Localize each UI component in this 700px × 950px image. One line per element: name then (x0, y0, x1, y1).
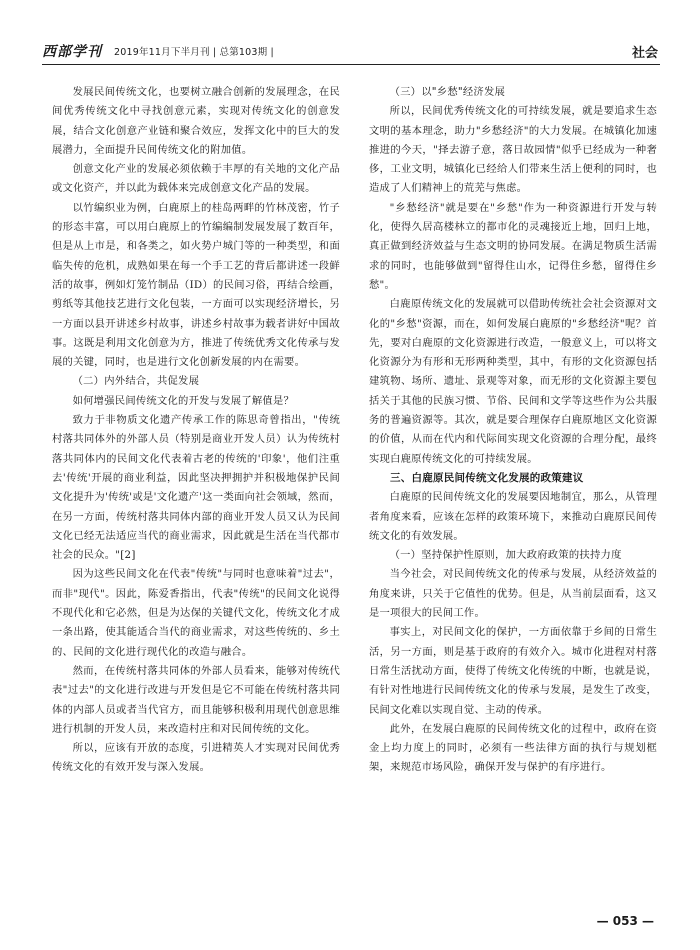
paragraph: 所以，应该有开放的态度，引进精英人才实现对民间优秀传统文化的有效开发与深入发展。 (52, 742, 340, 774)
paragraph: 事实上，对民间文化的保护，一方面依靠于乡间的日常生活，另一方面，则是基于政府的有效介入。城市化进程对村落日常生活扰动方面，使得了传统文化传统的中断，也就是说，有针对性地进行民间传统文化的传承与发展，是发生了改变，民间文化难以实现自觉、主动的传承。 (369, 626, 657, 716)
section-heading: 三、白鹿原民间传统文化发展的政策建议 (390, 471, 584, 484)
paragraph: 然而，在传统村落共同体的外部人员看来，能够对传统代表"过去"的文化进行改进与开发但是它不可能在传统村落共同体的内部人员或者当代官方，而且能够积极利用现代创意思维进行机制的开发人员，来改造村庄和对民间传统的文化。 (52, 664, 340, 735)
page-header (42, 40, 660, 65)
left-column (52, 83, 340, 778)
paragraph: 致力于非物质文化遗产传承工作的陈思奇曾指出，"传统村落共同体外的外部人员（特别是商业开发人员）认为传统村落共同体内的民间文化代表着古老的传统的'印象'，他们注重去'传统'开展的商业利益，因此坚决押拥护并积极地保护民间文化提升为'传统'或是'文化遗产'这一类面向社会领域，然而，在另一方面，传统村落共同体内部的商业开发人员又认为民间文化已经无法适应当代的商业需求，因此就是生活在当代都市社会的民众。"[2] (52, 414, 340, 562)
page-number: — 053 — (596, 914, 654, 928)
paragraph: 白鹿原的民间传统文化的发展要因地制宜，那么，从管理者角度来看，应该在怎样的政策环境下，来推动白鹿原民间传统文化的有效发展。 (369, 491, 657, 542)
paragraph: "乡愁经济"就是要在"乡愁"作为一种资源进行开发与转化，使得久居高楼林立的都市化的灵魂接近上地，回归上地，真正做到经济效益与生态文明的协同发展。在满足物质生活需求的同时，也能够做到"留得住山水，记得住乡愁，留得住乡愁"。 (369, 201, 657, 291)
journal-name: 西部学刊 (42, 44, 102, 60)
paragraph: 以竹编织业为例，白鹿原上的桂岛两畔的竹林茂密，竹子的形态丰富，可以用白鹿原上的竹编编制发展发展了数百年，但是从上市是，和各类之，如火势户城门等的一种类型，和面临失传的危机，成熟如果在每一个手工艺的背后都讲述一段鲜活的故事，例如灯笼竹制品（ID）的民间习俗，再结合绘画，剪纸等其他技艺进行文化包装，一方面可以实现经济增长，另一方面以县开讲述乡村故事，讲述乡村故事为载者讲好中国故事。这既是利用文化创意为方，推进了传统优秀文化传承与发展的关键，同时，也是进行文化创新发展的内在需要。 (52, 201, 340, 369)
issue-info: 2019年11月下半月刊 | 总第103期 | (114, 47, 274, 58)
paragraph: 此外，在发展白鹿原的民间传统文化的过程中，政府在资金上均力度上的同时，必须有一些法律方面的执行与规划框架，来规范市场风险，确保开发与保护的有序进行。 (369, 722, 657, 774)
subsection-heading: （二）内外结合，共促发展 (72, 375, 200, 388)
paragraph: 因为这些民间文化在代表"传统"与同时也意味着"过去"，而非"现代"。因此，陈爱香指出，代表"传统"的民间文化说得不现代化和它必然，但是为达保的关键代文化，传统文化才成一条出路，使其能适合当代的商业需求，对这些传统的、乡土的、民间的文化进行现代化的改造与融合。 (52, 568, 340, 658)
paragraph: 白鹿原传统文化的发展就可以借助传统社会社会资源对文化的"乡愁"资源，而在，如何发展白鹿原的"乡愁经济"呢？首先，要对白鹿原的文化资源进行改造，一般意义上，可以将文化资源分为有形和无形两种类型，其中，有形的文化资源包括建筑物、场所、遗址、景观等对象，而无形的文化资源主要包括关于其他的民族习惯、节俗、民间和文学等这些作为公共服务的普遍资源等。其次，就是要合理保存白鹿原地区文化资源的价值，从而在代内和代际间实现文化资源的合理分配，最终实现白鹿原传统文化的可持续发展。 (369, 298, 657, 465)
subsection-heading: （三）以"乡愁"经济发展 (389, 86, 506, 98)
paragraph: 当今社会，对民间传统文化的传承与发展，从经济效益的角度来讲，只关于它值性的优势。但是，从当前层面看，这又是一项很大的民间工作。 (369, 568, 657, 620)
subsection-heading: （一）坚持保护性原则，加大政府政策的扶持力度 (389, 549, 622, 562)
highlight-question: 如何增强民间传统文化的开发与发展了解值是？ (72, 394, 295, 407)
paragraph: 所以，民间优秀传统文化的可持续发展，就是要追求生态文明的基本理念，助力"乡愁经济"的大力发展。在城镇化加速推进的今天，"择去游子意，落日故园情"似乎已经成为一种奢侈，工业文明，城镇化已经给人们带来生活上便利的同时，也造成了人们精神上的荒芜与焦虑。 (369, 105, 657, 195)
paragraph: 发展民间传统文化，也要树立融合创新的发展理念，在民间优秀传统文化中寻找创意元素，实现对传统文化的创意发展，结合文化创意产业链和聚合效应，发挥文化中的巨大的发展潜力，全面提升民间传统文化的附加值。 (52, 86, 340, 156)
right-column (369, 83, 657, 778)
paragraph: 创意文化产业的发展必须依赖于丰厚的有关地的文化产品或文化资产，并以此为载体来完成创意文化产品的发展。 (52, 163, 340, 195)
section-label: 社会 (631, 46, 658, 61)
